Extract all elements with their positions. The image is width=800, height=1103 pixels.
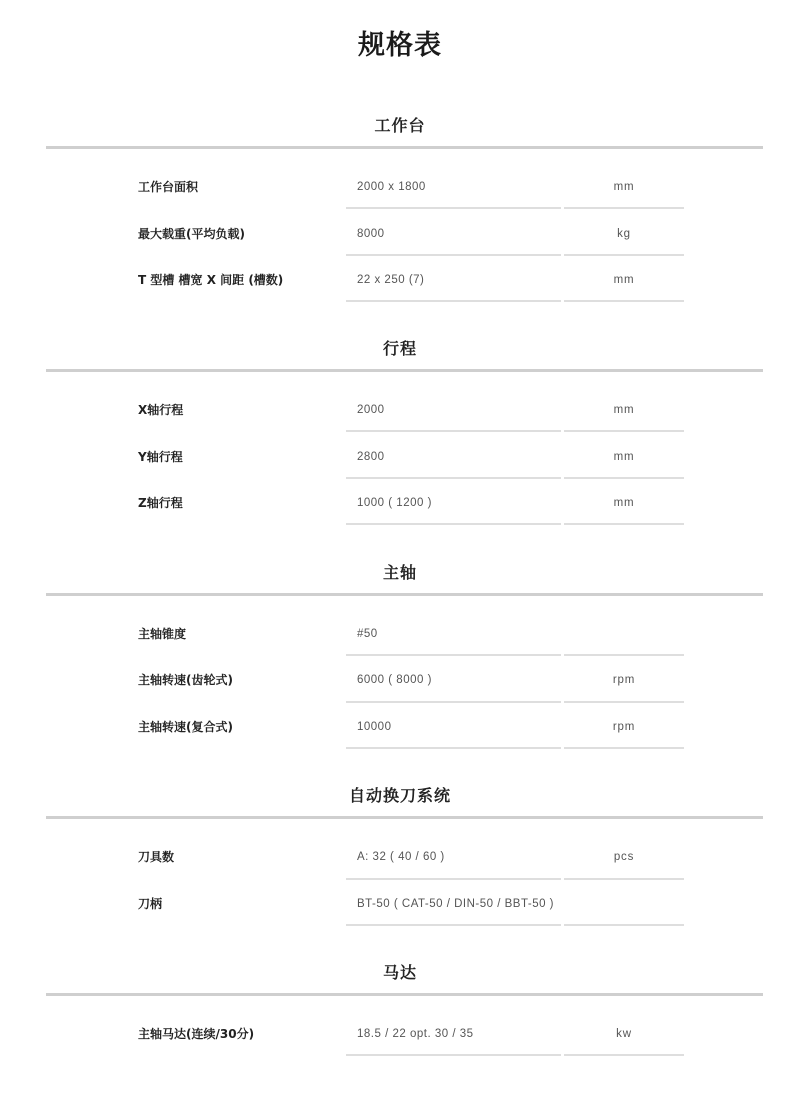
spec-row bbox=[0, 179, 800, 226]
section-atc bbox=[0, 786, 800, 806]
spec-row bbox=[0, 719, 800, 766]
spec-row bbox=[0, 626, 800, 673]
spec-value: 1000 ( 1200 ) bbox=[357, 497, 432, 509]
row-separator bbox=[564, 477, 684, 479]
section-title: 主轴 bbox=[382, 563, 417, 582]
spec-label: 主轴马达(连续/30分) bbox=[138, 1027, 255, 1041]
spec-row bbox=[0, 1026, 800, 1073]
spec-value: 6000 ( 8000 ) bbox=[357, 674, 432, 686]
spec-unit: rpm bbox=[612, 674, 636, 686]
spec-value: #50 bbox=[357, 628, 378, 640]
section-divider bbox=[46, 369, 763, 372]
spec-value: A: 32 ( 40 / 60 ) bbox=[357, 851, 445, 863]
row-separator bbox=[564, 701, 684, 703]
row-separator bbox=[346, 523, 561, 525]
row-separator bbox=[346, 254, 561, 256]
spec-row bbox=[0, 672, 800, 719]
row-separator bbox=[564, 207, 684, 209]
row-separator bbox=[564, 1054, 684, 1056]
spec-row bbox=[0, 896, 800, 943]
row-separator bbox=[346, 924, 561, 926]
spec-label: 最大载重(平均负载) bbox=[138, 227, 245, 241]
row-separator bbox=[346, 207, 561, 209]
spec-unit: mm bbox=[613, 404, 635, 416]
row-separator bbox=[346, 1054, 561, 1056]
spec-label: X轴行程 bbox=[138, 403, 184, 417]
spec-unit: mm bbox=[613, 497, 635, 509]
spec-value: 18.5 / 22 opt. 30 / 35 bbox=[357, 1028, 474, 1040]
spec-unit: kw bbox=[616, 1028, 632, 1040]
section-spindle bbox=[0, 563, 800, 583]
spec-value: 10000 bbox=[357, 721, 392, 733]
spec-unit: kg bbox=[617, 228, 631, 240]
spec-row bbox=[0, 449, 800, 496]
spec-row bbox=[0, 272, 800, 319]
row-separator bbox=[564, 924, 684, 926]
spec-unit: mm bbox=[613, 274, 635, 286]
spec-value: 8000 bbox=[357, 228, 385, 240]
row-separator bbox=[564, 300, 684, 302]
spec-value: 2000 x 1800 bbox=[357, 181, 426, 193]
row-separator bbox=[346, 477, 561, 479]
row-separator bbox=[346, 430, 561, 432]
section-travel bbox=[0, 339, 800, 359]
section-divider bbox=[46, 593, 763, 596]
page-title: 规格表 bbox=[358, 30, 442, 61]
spec-unit: rpm bbox=[612, 721, 636, 733]
spec-label: 刀柄 bbox=[138, 897, 163, 911]
spec-row bbox=[0, 849, 800, 896]
spec-unit: mm bbox=[613, 181, 635, 193]
row-separator bbox=[564, 430, 684, 432]
spec-label: Y轴行程 bbox=[138, 450, 183, 464]
spec-label: 主轴转速(齿轮式) bbox=[138, 673, 233, 687]
spec-value: 22 x 250 (7) bbox=[357, 274, 425, 286]
row-separator bbox=[346, 701, 561, 703]
row-separator bbox=[564, 747, 684, 749]
row-separator bbox=[346, 747, 561, 749]
spec-row bbox=[0, 495, 800, 542]
spec-unit: pcs bbox=[613, 851, 635, 863]
section-title: 行程 bbox=[382, 339, 417, 358]
section-worktable bbox=[0, 116, 800, 136]
spec-label: Z轴行程 bbox=[138, 496, 183, 510]
spec-label: 主轴转速(复合式) bbox=[138, 720, 233, 734]
row-separator bbox=[564, 654, 684, 656]
section-title: 自动换刀系统 bbox=[348, 786, 451, 805]
row-separator bbox=[564, 878, 684, 880]
spec-label: 工作台面积 bbox=[138, 180, 199, 194]
section-divider bbox=[46, 146, 763, 149]
spec-label: 刀具数 bbox=[138, 850, 175, 864]
row-separator bbox=[346, 300, 561, 302]
row-separator bbox=[564, 523, 684, 525]
section-motor bbox=[0, 963, 800, 983]
spec-value: 2800 bbox=[357, 451, 385, 463]
row-separator bbox=[564, 254, 684, 256]
spec-value: 2000 bbox=[357, 404, 385, 416]
spec-value: BT-50 ( CAT-50 / DIN-50 / BBT-50 ) bbox=[357, 898, 555, 910]
row-separator bbox=[346, 878, 561, 880]
spec-label: 主轴锥度 bbox=[138, 627, 187, 641]
section-title: 马达 bbox=[382, 963, 417, 982]
row-separator bbox=[346, 654, 561, 656]
section-title: 工作台 bbox=[374, 116, 426, 135]
section-divider bbox=[46, 993, 763, 996]
spec-row bbox=[0, 402, 800, 449]
spec-unit: mm bbox=[613, 451, 635, 463]
section-divider bbox=[46, 816, 763, 819]
spec-row bbox=[0, 226, 800, 273]
spec-label: T 型槽 槽宽 X 间距 (槽数) bbox=[138, 273, 284, 287]
